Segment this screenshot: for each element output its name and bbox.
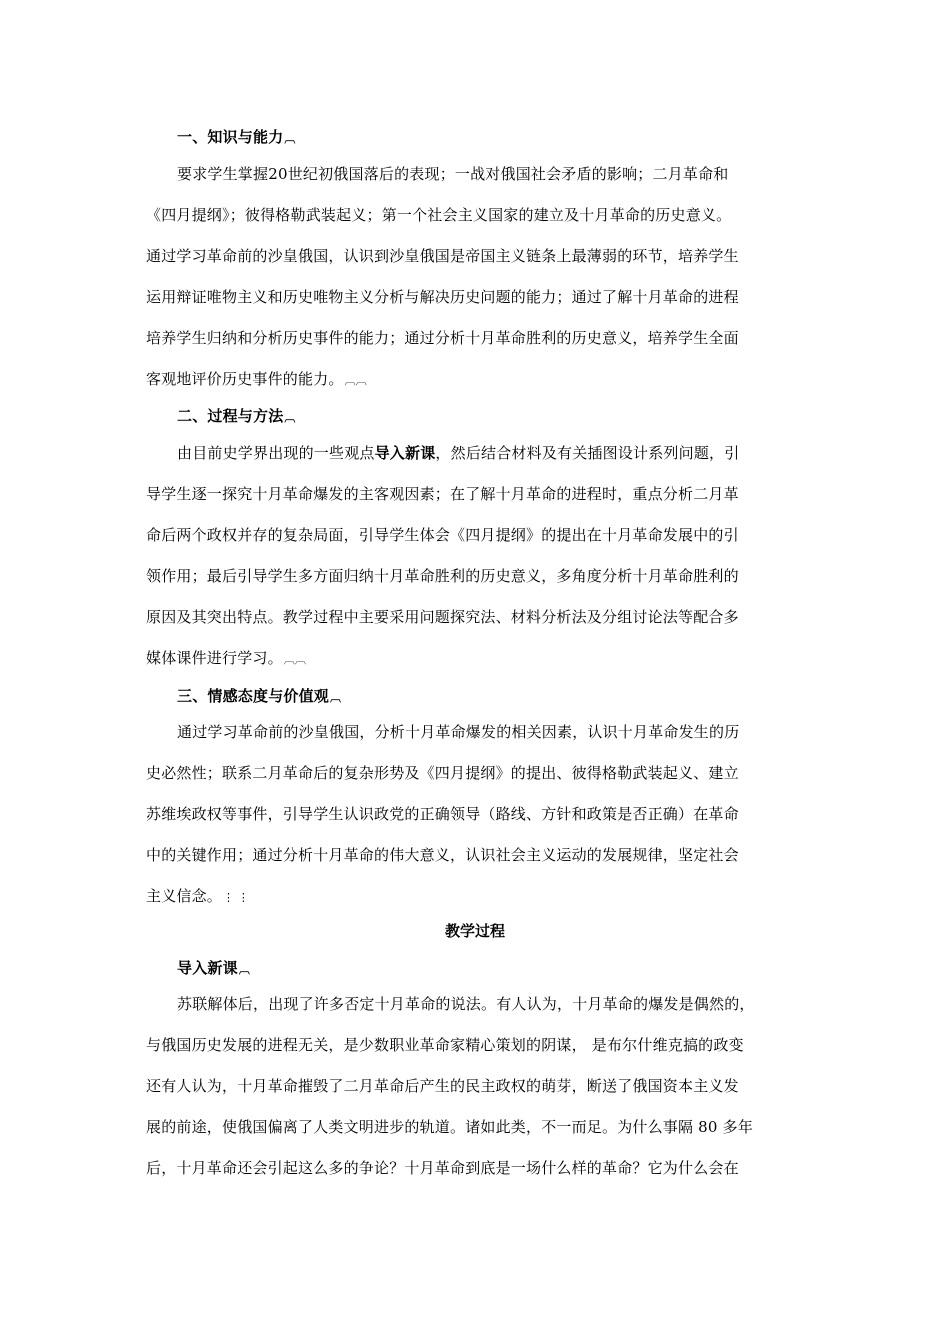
intro-heading: 导入新课︹ bbox=[177, 958, 847, 980]
section1-line-6: 客观地评价历史事件的能力。︹︹ bbox=[146, 369, 816, 391]
paragraph-mark: ︹ bbox=[238, 963, 251, 976]
process-line-4: 展的前途，使俄国偏离了人类文明进步的轨道。诸如此类，不一而足。为什么事隔 80 多年 bbox=[146, 1118, 754, 1136]
bold-phrase: 导入新课 bbox=[374, 444, 436, 462]
process-line-1: 苏联解体后，出现了许多否定十月革命的说法。有人认为，十月革命的爆发是偶然的， bbox=[177, 995, 755, 1013]
paragraph-mark: ︹︹ bbox=[344, 374, 368, 387]
section3-line-2: 史必然性；联系二月革命后的复杂形势及《四月提纲》的提出、彼得格勒武装起义、建立 bbox=[146, 764, 739, 782]
process-line-3: 还有人认为，十月革命摧毁了二月革命后产生的民主政权的萌芽，断送了俄国资本主义发 bbox=[146, 1077, 739, 1095]
section2-line-2: 导学生逐一探究十月革命爆发的主客观因素；在了解十月革命的进程时，重点分析二月革 bbox=[146, 485, 739, 503]
section2-line-5: 原因及其突出特点。教学过程中主要采用问题探究法、材料分析法及分组讨论法等配合多 bbox=[146, 608, 739, 626]
section1-line-3: 通过学习革命前的沙皇俄国，认识到沙皇俄国是帝国主义链条上最薄弱的环节，培养学生 bbox=[146, 247, 739, 265]
section1-line-2: 《四月提纲》；彼得格勒武装起义；第一个社会主义国家的建立及十月革命的历史意义。 bbox=[146, 206, 732, 224]
paragraph-mark: ︹︹ bbox=[283, 653, 307, 666]
process-title: 教学过程 bbox=[444, 922, 505, 940]
section3-line-3: 苏维埃政权等事件，引导学生认识政党的正确领导（路线、方针和政策是否正确）在革命 bbox=[146, 805, 739, 823]
section1-line-5: 培养学生归纳和分析历史事件的能力；通过分析十月革命胜利的历史意义，培养学生全面 bbox=[146, 329, 739, 347]
section2-heading: 二、过程与方法︹ bbox=[177, 406, 847, 428]
process-line-5: 后，十月革命还会引起这么多的争论？十月革命到底是一场什么样的革命？它为什么会在 bbox=[146, 1159, 739, 1177]
section2-line-4: 领作用；最后引导学生多方面归纳十月革命胜利的历史意义，多角度分析十月革命胜利的 bbox=[146, 567, 739, 585]
paragraph-mark: ︹ bbox=[284, 132, 296, 145]
section2-line-1: 由目前史学界出现的一些观点导入新课，然后结合材料及有关插图设计系列问题，引 bbox=[177, 444, 740, 462]
section3-heading: 三、情感态度与价值观︹ bbox=[177, 686, 847, 708]
process-line-2: 与俄国历史发展的进程无关，是少数职业革命家精心策划的阴谋， 是布尔什维克搞的政变 bbox=[146, 1036, 744, 1054]
section1-heading: 一、知识与能力︹ bbox=[177, 127, 847, 149]
section3-line-1: 通过学习革命前的沙皇俄国，分析十月革命爆发的相关因素，认识十月革命发生的历 bbox=[177, 723, 740, 741]
section2-line-3: 命后两个政权并存的复杂局面，引导学生体会《四月提纲》的提出在十月革命发展中的引 bbox=[146, 526, 739, 544]
section1-line-1: 要求学生掌握20世纪初俄国落后的表现；一战对俄国社会矛盾的影响；二月革命和 bbox=[177, 165, 729, 183]
section3-line-4: 中的关键作用；通过分析十月革命的伟大意义，认识社会主义运动的发展规律，坚定社会 bbox=[146, 846, 739, 864]
section2-line-6: 媒体课件进行学习。︹︹ bbox=[146, 648, 816, 670]
paragraph-mark: ︹ bbox=[330, 691, 342, 704]
paragraph-mark: ︹ bbox=[284, 411, 296, 424]
paragraph-mark: ⋮ ⋮ bbox=[223, 891, 250, 904]
section1-line-4: 运用辩证唯物主义和历史唯物主义分析与解决历史问题的能力；通过了解十月革命的进程 bbox=[146, 288, 739, 306]
section3-line-5: 主义信念。⋮ ⋮ bbox=[146, 886, 816, 908]
